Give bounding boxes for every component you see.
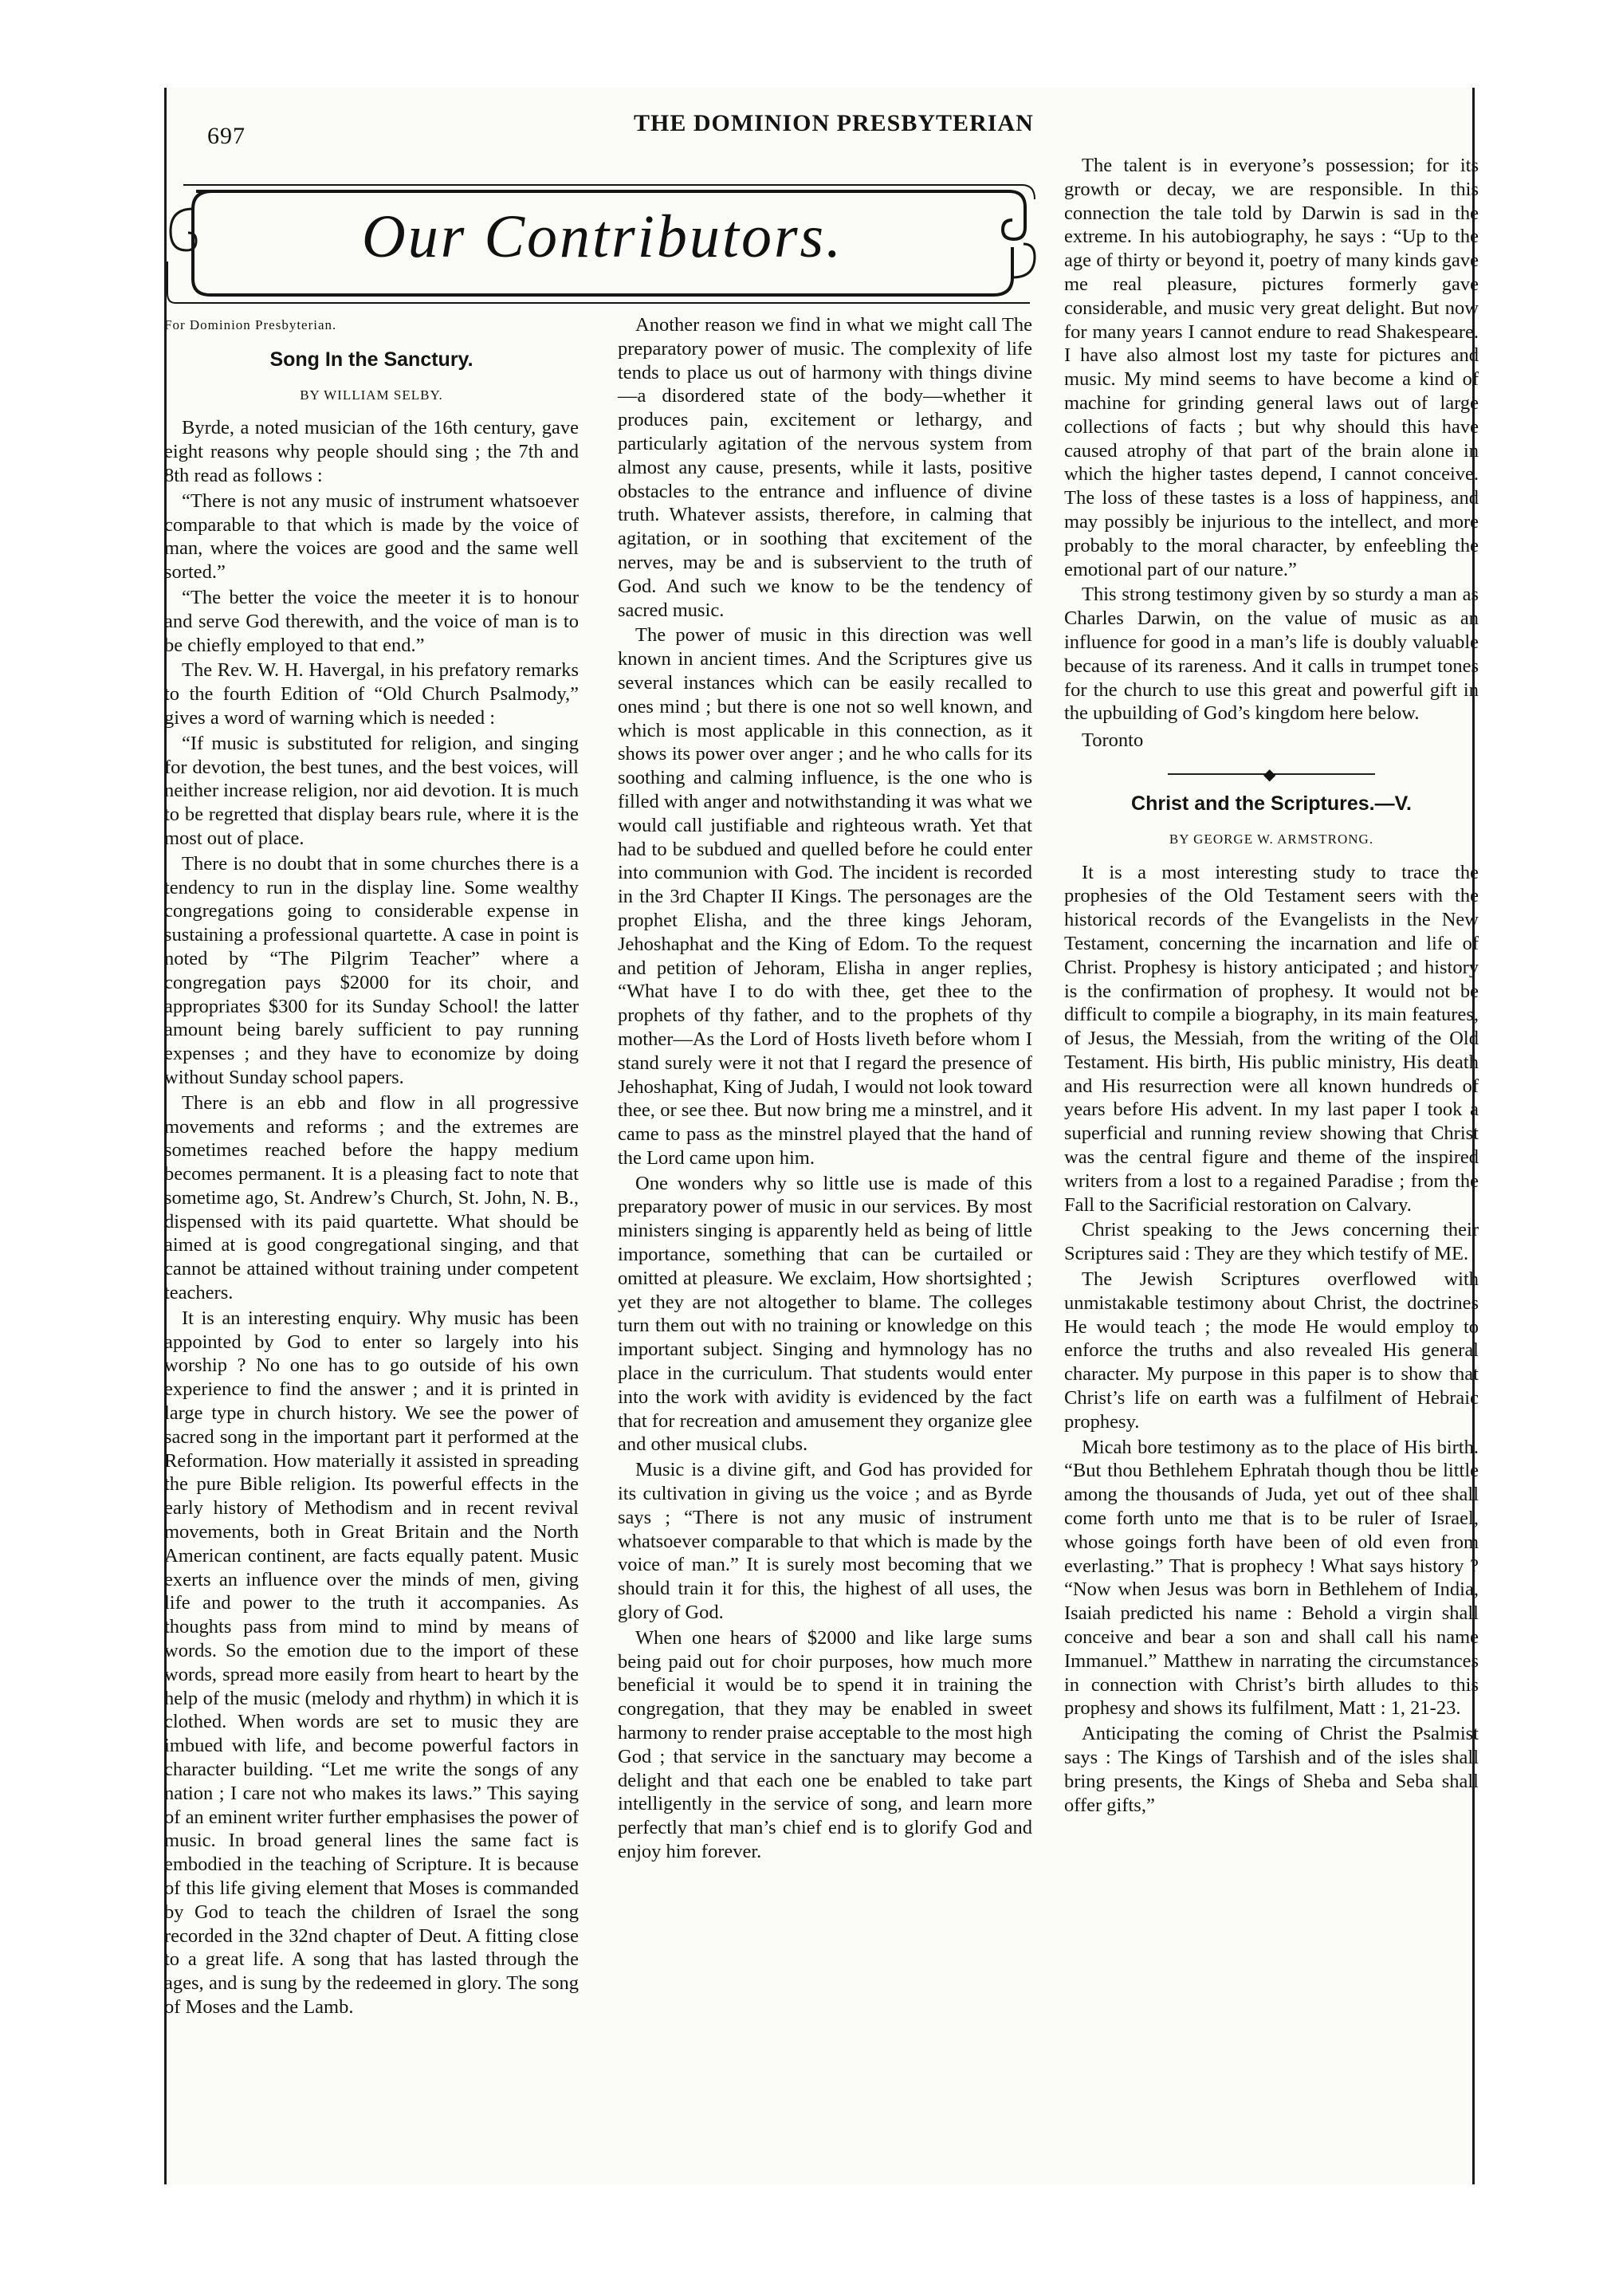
divider-dot-icon: ◆ <box>1263 765 1276 784</box>
paragraph: Byrde, a noted musician of the 16th century, gave eight reasons why people should sing ; the 7th and 8th read as follows : <box>164 417 579 486</box>
paragraph: The talent is in everyone’s possession; for its growth or decay, we are responsible. In this connection the tale told by Darwin is sad in the extreme. In his autobiography, he says : “Up to the age of thirty or beyond it, poetry of many kinds gave me real pleasure, pictures formerly gave considerable, and music very great delight. But now for many years I cannot endure to read Shakespeare. I have also almost lost my taste for pictures and music. My mind seems to have become a kind of machine for grinding general laws out of large collections of facts ; but why should this have caused atrophy of that part of the brain alone in which the higher tastes depend, I cannot conceive. The loss of these tastes is a loss of happiness, and may possibly be injurious to the intellect, and more probably to the moral character, by enfeebling the emotional part of our nature.” <box>1064 155 1479 580</box>
paragraph: When one hears of $2000 and like large sums being paid out for choir purposes, how much more beneficial it would be to spend it in training the congregation, that they may be enabled in sweet harmony to render praise acceptable to the most high God ; that service in the sanctuary may become a delight and that each one be enabled to take part intelligently in the service of song, and learn more perfectly that man’s chief end is to glorify God and enjoy him forever. <box>618 1626 1032 1862</box>
section-divider <box>1064 764 1479 784</box>
running-head: THE DOMINION PRESBYTERIAN <box>634 110 1034 136</box>
banner-title: Our Contributors. <box>361 203 844 270</box>
paragraph: Anticipating the coming of Christ the Psalmist says : The Kings of Tarshish and of the isles shall bring presents, the Kings of Sheba and Seba shall offer gifts,” <box>1064 1723 1479 1816</box>
paragraph: Christ speaking to the Jews concerning their Scriptures said : They are they which testify of ME. <box>1064 1219 1479 1265</box>
article-title: Christ and the Scriptures.—V. <box>1131 792 1412 815</box>
paragraph: Another reason we find in what we might call The preparatory power of music. The complexity of life tends to place us out of harmony with things divine—a disordered state of the body—whether it produces pain, excitement or lethargy, and particularly agitation of the nervous system from almost any cause, presents, while it lasts, positive obstacles to the entrance and influence of divine truth. Whatever assists, therefore, in calming that agitation, or in soothing that excitement of the nerves, may be and is subservient to the truth of God. And such we know to be the tendency of sacred music. <box>618 314 1032 621</box>
article-byline: BY GEORGE W. ARMSTRONG. <box>1169 831 1374 847</box>
paragraph: It is a most interesting study to trace the prophesies of the Old Testament seers with the historical records of the Evangelists in the New Testament, concerning the incarnation and life of Christ. Prophesy is history anticipated ; and history is the confirmation of prophesy. It would not be difficult to compile a biography, in its main features, of Jesus, the Messiah, from the writing of the Old Testament. His birth, His public ministry, His death and His resurrection were all known hundreds of years before His advent. In my last paper I took a superficial and running review showing that Christ was the central figure and theme of the inspired writers from a lost to a regained Paradise ; from the Fall to the Sacrificial restoration on Calvary. <box>1064 861 1479 1216</box>
paragraph: “There is not any music of instrument whatsoever comparable to that which is made by the voice of man, where the voices are good and the same well sorted.” <box>164 489 579 584</box>
paragraph: Music is a divine gift, and God has provided for its cultivation in giving us the voice ; and as Byrde says ; “There is not any music of instrument whatsoever comparable to that which is made by the voice of man.” It is surely most becoming that we should train it for this, the highest of all uses, the glory of God. <box>618 1459 1032 1624</box>
page-number: 697 <box>207 123 246 149</box>
paragraph: The Rev. W. H. Havergal, in his prefatory remarks to the fourth Edition of “Old Church Psalmody,” gives a word of warning which is needed : <box>164 659 579 729</box>
article-byline: BY WILLIAM SELBY. <box>300 387 443 403</box>
paragraph: There is no doubt that in some churches there is a tendency to run in the display line. Some wealthy congregations going to considerable expense in sustaining a professional quartette. A case in point is noted by “The Pilgrim Teacher” where a congregation pays $2000 for its choir, and appropriates $300 for its Sunday School! the latter amount being barely sufficient to pay running expenses ; and they have to economize by doing without Sunday school papers. <box>164 852 579 1088</box>
column-2 <box>618 313 1032 1864</box>
paragraph: There is an ebb and flow in all progressive movements and reforms ; and the extremes are sometimes reached before the happy medium becomes permanent. It is a pleasing fact to note that sometime ago, St. Andrew’s Church, St. John, N. B., dispensed with its paid quartette. What should be aimed at is good congregational singing, and that cannot be attained without training under competent teachers. <box>164 1091 579 1304</box>
paragraph: Micah bore testimony as to the place of His birth. “But thou Bethlehem Ephratah though thou be little among the thousands of Juda, yet out of thee shall come forth unto me that is to be ruler of Israel, whose goings forth have been of old even from everlasting.” That is prophecy ! What says history ? “Now when Jesus was born in Bethlehem of India, Isaiah predicted his name : Behold a virgin shall conceive and bear a son and shall call his name Immanuel.” Matthew in narrating the circumstances in connection with Christ’s birth alludes to this prophesy and shows its fulfilment, Matt : 1, 21-23. <box>1064 1436 1479 1720</box>
article-place: Toronto <box>1082 729 1144 752</box>
section-banner <box>164 167 1041 311</box>
paragraph: “If music is substituted for religion, and singing for devotion, the best tunes, and the best voices, will neither increase religion, nor aid devotion. It is much to be regretted that display bears rule, where it is the most out of place. <box>164 732 579 849</box>
paragraph: “The better the voice the meeter it is to honour and serve God therewith, and the voice of man is to be chiefly employed to that end.” <box>164 586 579 656</box>
column-3 <box>1064 154 1479 1817</box>
paragraph: The power of music in this direction was well known in ancient times. And the Scriptures give us several instances which can be easily recalled to ones mind ; but there is one not so well known, and which is most applicable in this connection, as it shows its power over anger ; and he who calls for its soothing and calming influence, is the one who is filled with anger and notwithstanding it was what we would call justifiable and righteous wrath. Yet that had to be subdued and quelled before he could enter into communion with God. The incident is recorded in the 3rd Chapter II Kings. The personages are the prophet Elisha, and the three kings Jehoram, Jehoshaphat and the King of Edom. To the request and petition of Jehoram, Elisha in anger replies, “What have I to do with thee, get thee to the prophets of thy father, and to the prophets of thy mother—As the Lord of Hosts liveth before whom I stand surely were it not that I regard the presence of Jehoshaphat, King of Judah, I would not look toward thee, or see thee. But now bring me a minstrel, and it came to pass as the minstrel played that the hand of the Lord came upon him. <box>618 624 1032 1169</box>
article-kicker: For Dominion Presbyterian. <box>164 317 337 332</box>
column-1 <box>164 313 579 2019</box>
paragraph: This strong testimony given by so sturdy a man as Charles Darwin, on the value of music as an influence for good in a man’s life is doubly valuable because of its rareness. And it calls in trumpet tones for the church to use this great and powerful gift in the upbuilding of God’s kingdom here below. <box>1064 584 1479 725</box>
paragraph: It is an interesting enquiry. Why music has been appointed by God to enter so largely into his worship ? No one has to go outside of his own experience to find the answer ; and it is printed in large type in church history. We see the power of sacred song in the important part it performed at the Reformation. How materially it assisted in spreading the pure Bible religion. Its powerful effects in the early history of Methodism and in recent revival movements, both in Great Britain and the North American continent, are facts equally patent. Music exerts an influence over the minds of men, giving life and power to the truth it accompanies. As thoughts pass from mind to mind by means of words. So the emotion due to the import of these words, spread more easily from heart to heart by the help of the music (melody and rhythm) in which it is clothed. When words are set to music they are imbued with life, and become powerful factors in character building. “Let me write the songs of any nation ; I care not who makes its laws.” This saying of an eminent writer further emphasises the power of music. In broad general lines the same fact is embodied in the teaching of Scripture. It is because of this life giving element that Moses is commanded by God to teach the children of Israel the song recorded in the 32nd chapter of Deut. A fitting close to a great life. A song that has lasted through the ages, and is sung by the redeemed in glory. The song of Moses and the Lamb. <box>164 1307 579 2018</box>
paragraph: The Jewish Scriptures overflowed with unmistakable testimony about Christ, the doctrines He would teach ; the mode He would employ to enforce the truths and also revealed His general character. My purpose in this paper is to show that Christ’s life on earth was a fulfilment of Hebraic prophesy. <box>1064 1268 1479 1433</box>
article-title: Song In the Sanctury. <box>269 348 473 371</box>
paragraph: One wonders why so little use is made of this preparatory power of music in our services. By most ministers singing is apparently held as being of little importance, something that can be curtailed or omitted at pleasure. We exclaim, How shortsighted ; yet they are not altogether to blame. The colleges turn them out with no training or knowledge on this important subject. Singing and hymnology has no place in the curriculum. That students would enter into the work with avidity is evidenced by the fact that for recreation and amusement they organize glee and other musical clubs. <box>618 1172 1032 1456</box>
